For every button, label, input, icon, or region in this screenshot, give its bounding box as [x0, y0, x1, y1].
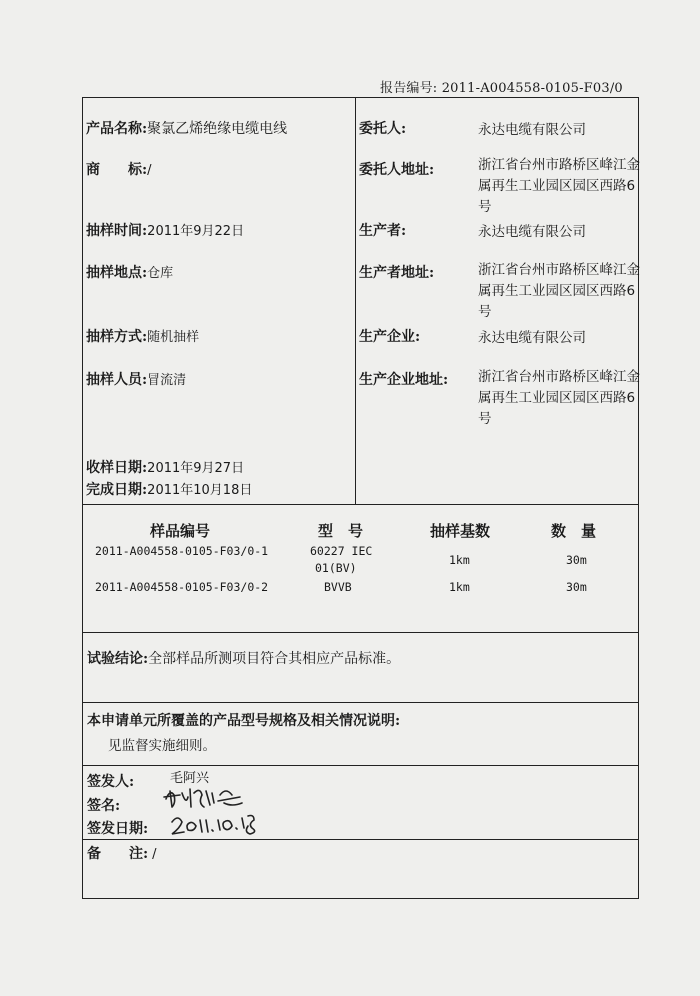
- sample-row-1-model-line2: 01(BV): [315, 561, 357, 575]
- divider-coverage-signoff: [82, 765, 639, 766]
- test-conclusion: [87, 648, 400, 668]
- coverage-label: 本申请单元所覆盖的产品型号规格及相关情况说明:: [87, 713, 401, 729]
- sign-date-image: [168, 812, 280, 838]
- field-sampling-place: [86, 262, 173, 282]
- remarks-label: 备 注:: [87, 846, 149, 862]
- sample-id-header: 样品编号: [150, 522, 211, 540]
- divider-fields-samples: [82, 504, 639, 505]
- remarks: [87, 843, 157, 863]
- sample-row-1-base: 1km: [449, 553, 470, 567]
- field-label: 抽样方式:: [86, 329, 148, 345]
- issuer-value: 毛阿兴: [170, 771, 210, 786]
- field-trademark: [86, 159, 152, 179]
- handwritten-sign-date: [168, 812, 280, 838]
- conclusion-value: 全部样品所测项目符合其相应产品标准。: [148, 651, 401, 667]
- manufacturer-address-value: 浙江省台州市路桥区峰江金属再生工业园区园区西路6号: [478, 369, 640, 427]
- manufacturer-address-label: 生产企业地址:: [359, 372, 449, 388]
- field-label: 抽样人员:: [86, 372, 148, 388]
- producer-label: 生产者:: [359, 223, 407, 239]
- field-value: 2011年10月18日: [147, 483, 253, 498]
- sample-row-1-id: 2011-A004558-0105-F03/0-1: [95, 544, 269, 558]
- conclusion-label: 试验结论:: [87, 651, 149, 667]
- field-label: 抽样时间:: [86, 223, 148, 239]
- field-value: 2011年9月22日: [147, 224, 245, 239]
- divider-conclusion-coverage: [82, 702, 639, 703]
- manufacturer-label: 生产企业:: [359, 329, 421, 345]
- sample-row-1-model-line1: 60227 IEC: [310, 544, 373, 558]
- client-address-label: 委托人地址:: [359, 162, 435, 178]
- signature-image: [160, 785, 270, 811]
- field-sampling-time: [86, 220, 244, 240]
- client-value: 永达电缆有限公司: [478, 122, 586, 138]
- sample-row-2-id: 2011-A004558-0105-F03/0-2: [95, 580, 269, 594]
- field-value: 随机抽样: [147, 330, 200, 345]
- divider-signoff-remarks: [82, 839, 639, 840]
- manufacturer-value: 永达电缆有限公司: [478, 330, 586, 346]
- field-label: 抽样地点:: [86, 265, 148, 281]
- field-value: 仓库: [147, 266, 174, 281]
- field-value: 2011年9月27日: [147, 461, 245, 476]
- field-value: /: [147, 163, 152, 178]
- field-label: 产品名称:: [86, 121, 148, 137]
- sign-date-label: 签发日期:: [87, 821, 149, 837]
- client-label: 委托人:: [359, 121, 407, 137]
- sample-row-2-base: 1km: [449, 580, 470, 594]
- producer-address-label: 生产者地址:: [359, 265, 435, 281]
- sample-row-1-qty: 30m: [566, 553, 587, 567]
- sample-row-2-qty: 30m: [566, 580, 587, 594]
- quantity-header: 数 量: [551, 522, 597, 540]
- model-header: 型 号: [318, 522, 364, 540]
- producer-address-value: 浙江省台州市路桥区峰江金属再生工业园区园区西路6号: [478, 262, 640, 320]
- remarks-value: /: [152, 847, 157, 862]
- coverage-value: 见监督实施细则。: [108, 738, 216, 754]
- issuer-label: 签发人:: [87, 774, 135, 790]
- field-label: 收样日期:: [86, 460, 148, 476]
- field-label: 完成日期:: [86, 482, 148, 498]
- sampling-base-header: 抽样基数: [430, 522, 491, 540]
- field-completion-date: [86, 479, 252, 499]
- client-address-value: 浙江省台州市路桥区峰江金属再生工业园区园区西路6号: [478, 157, 640, 215]
- field-value: 聚氯乙烯绝缘电缆电线: [147, 121, 288, 137]
- sample-row-2-model: BVVB: [324, 580, 352, 594]
- column-divider: [355, 97, 356, 504]
- report-number: 报告编号: 2011-A004558-0105-F03/0: [380, 81, 623, 96]
- field-sampling-method: [86, 326, 199, 346]
- signature-label: 签名:: [87, 798, 121, 814]
- field-label: 商 标:: [86, 162, 148, 178]
- field-sampler: [86, 369, 186, 389]
- divider-samples-conclusion: [82, 632, 639, 633]
- field-value: 冒流清: [147, 373, 187, 388]
- handwritten-signature: [160, 785, 270, 811]
- field-receipt-date: [86, 457, 244, 477]
- producer-value: 永达电缆有限公司: [478, 224, 586, 240]
- field-product-name: [86, 118, 287, 138]
